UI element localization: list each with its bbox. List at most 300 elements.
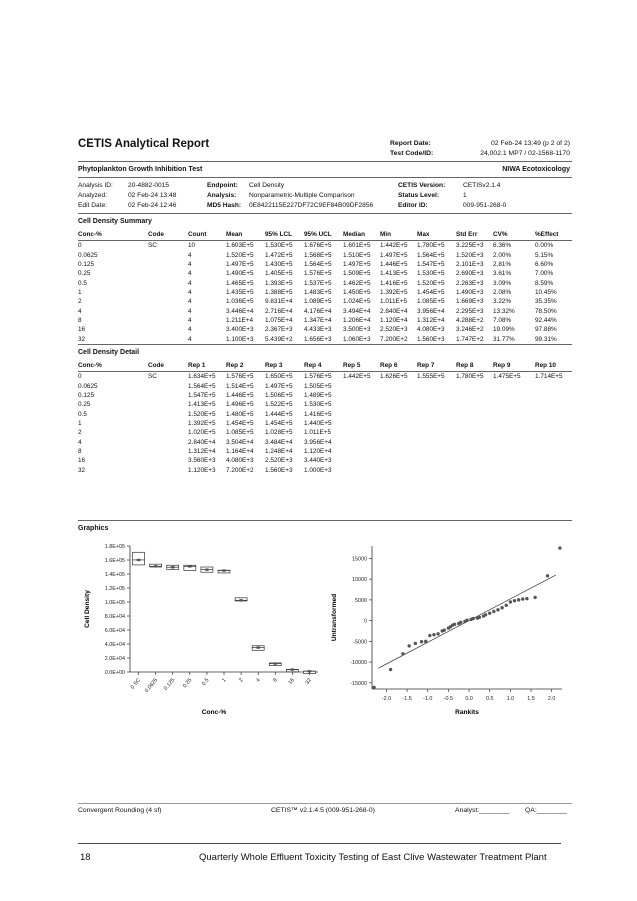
summary-cell bbox=[148, 334, 188, 343]
editor-id: 009-951-268-0 bbox=[463, 202, 507, 209]
summary-cell bbox=[148, 288, 188, 297]
summary-cell: 1.530E+5 bbox=[417, 270, 445, 278]
x-axis-label: Rankits bbox=[455, 709, 479, 716]
summary-header-cell: Conc-% bbox=[78, 229, 148, 241]
detail-cell bbox=[343, 409, 380, 418]
detail-cell bbox=[380, 409, 417, 418]
detail-cell bbox=[493, 391, 535, 400]
summary-cell: 1.560E+3 bbox=[417, 335, 445, 343]
data-point bbox=[478, 616, 481, 619]
detail-cell: 7.200E+2 bbox=[226, 466, 254, 474]
detail-header-cell: Rep 4 bbox=[304, 360, 343, 372]
summary-cell: 1.747E+2 bbox=[456, 335, 484, 343]
summary-cell: 3.446E+4 bbox=[226, 307, 254, 315]
summary-cell: 4 bbox=[188, 298, 192, 306]
x-axis-label: Conc-% bbox=[201, 709, 227, 716]
summary-cell: 99.31% bbox=[535, 335, 557, 343]
detail-cell bbox=[343, 400, 380, 409]
summary-header-cell: 95% LCL bbox=[265, 229, 304, 241]
summary-cell: 1.347E+4 bbox=[304, 316, 332, 324]
summary-header-cell: 95% UCL bbox=[304, 229, 343, 241]
divider bbox=[78, 213, 572, 214]
summary-cell: 1.576E+5 bbox=[304, 270, 332, 278]
detail-cell bbox=[456, 409, 493, 418]
y-axis-label: Untransformed bbox=[331, 593, 338, 642]
qa-signature: QA:________ bbox=[525, 807, 567, 814]
summary-cell: 1.472E+5 bbox=[265, 251, 293, 259]
detail-cell: 2.520E+3 bbox=[265, 457, 293, 465]
detail-cell bbox=[417, 456, 456, 465]
detail-cell: 1.514E+5 bbox=[226, 382, 254, 390]
detail-cell: 1.576E+5 bbox=[304, 373, 332, 381]
summary-cell bbox=[148, 250, 188, 259]
data-point bbox=[558, 546, 561, 549]
mean-point bbox=[239, 599, 243, 602]
data-point bbox=[407, 644, 410, 647]
summary-cell: 97.88% bbox=[535, 326, 557, 334]
x-tick-label: -1.0 bbox=[423, 696, 433, 702]
summary-header-cell: Median bbox=[343, 229, 380, 241]
data-point bbox=[424, 640, 427, 643]
data-point bbox=[459, 621, 462, 624]
summary-cell: 1.430E+5 bbox=[265, 260, 293, 268]
detail-cell bbox=[148, 409, 188, 418]
detail-cell: 1.454E+5 bbox=[226, 419, 254, 427]
summary-cell: 1.601E+5 bbox=[343, 242, 371, 250]
detail-header-cell: Rep 7 bbox=[417, 360, 456, 372]
detail-cell: 3.956E+4 bbox=[304, 438, 332, 446]
detail-cell bbox=[493, 400, 535, 409]
detail-header-cell: Rep 10 bbox=[535, 360, 572, 372]
x-tick-label: 0.5 bbox=[485, 696, 494, 702]
detail-table bbox=[78, 360, 572, 475]
summary-cell: 2.840E+4 bbox=[380, 307, 408, 315]
summary-cell: 1.120E+4 bbox=[380, 316, 408, 324]
detail-header-cell: Rep 6 bbox=[380, 360, 417, 372]
table-row bbox=[78, 269, 572, 278]
divider bbox=[78, 344, 572, 345]
summary-cell bbox=[148, 297, 188, 306]
summary-cell: 6.36% bbox=[493, 242, 512, 250]
detail-header-cell: Rep 5 bbox=[343, 360, 380, 372]
table-row bbox=[78, 391, 572, 400]
summary-cell: 8 bbox=[78, 316, 82, 324]
detail-cell: 1 bbox=[78, 419, 82, 427]
detail-cell bbox=[417, 409, 456, 418]
detail-cell: 1.560E+3 bbox=[265, 466, 293, 474]
status-label: Status Level: bbox=[398, 192, 440, 199]
data-point bbox=[372, 686, 375, 689]
summary-cell: 2.690E+3 bbox=[456, 270, 484, 278]
summary-cell: 1.669E+3 bbox=[456, 298, 484, 306]
summary-cell: 4 bbox=[188, 335, 192, 343]
summary-cell: 4 bbox=[188, 326, 192, 334]
table-row bbox=[78, 288, 572, 297]
detail-cell bbox=[148, 456, 188, 465]
edit-date-label: Edit Date: bbox=[78, 202, 107, 209]
divider bbox=[78, 520, 572, 521]
detail-cell: 1.120E+4 bbox=[304, 447, 332, 455]
mean-point bbox=[171, 566, 175, 569]
box bbox=[133, 552, 145, 565]
summary-cell: 2.00% bbox=[493, 251, 512, 259]
summary-cell: 1.483E+5 bbox=[304, 288, 332, 296]
x-tick-label: 2 bbox=[238, 677, 245, 684]
summary-header-cell: %Effect bbox=[535, 229, 572, 241]
detail-cell: 1.530E+5 bbox=[304, 401, 332, 409]
data-point bbox=[505, 604, 508, 607]
detail-cell bbox=[535, 391, 572, 400]
detail-cell: 1.454E+5 bbox=[265, 419, 293, 427]
summary-cell: 1.520E+5 bbox=[417, 279, 445, 287]
detail-cell bbox=[417, 419, 456, 428]
y-tick-label: 4.0E+04 bbox=[104, 642, 125, 648]
summary-cell: 1.206E+4 bbox=[343, 316, 371, 324]
detail-cell: 1.480E+5 bbox=[226, 410, 254, 418]
detail-cell: 1.312E+4 bbox=[188, 447, 216, 455]
data-point bbox=[453, 623, 456, 626]
summary-cell: 1.454E+5 bbox=[417, 288, 445, 296]
y-tick-label: 10000 bbox=[352, 577, 367, 584]
data-point bbox=[414, 642, 417, 645]
summary-cell: 35.35% bbox=[535, 298, 557, 306]
summary-cell: 4.433E+3 bbox=[304, 326, 332, 334]
summary-cell: 1.442E+5 bbox=[380, 242, 408, 250]
mean-point bbox=[222, 569, 226, 572]
table-row bbox=[78, 381, 572, 390]
y-axis-label: Cell Density bbox=[84, 590, 91, 628]
data-point bbox=[525, 597, 528, 600]
x-tick-label: 4 bbox=[255, 677, 262, 684]
summary-cell: 13.32% bbox=[493, 307, 515, 315]
detail-cell bbox=[417, 437, 456, 446]
rounding-note: Convergent Rounding (4 sf) bbox=[78, 807, 162, 814]
y-tick-label: 1.4E+05 bbox=[104, 572, 125, 578]
table-row bbox=[78, 325, 572, 334]
detail-cell bbox=[456, 428, 493, 437]
summary-cell: 1.413E+5 bbox=[380, 270, 408, 278]
summary-header-cell: Min bbox=[380, 229, 417, 241]
x-tick-label: 16 bbox=[287, 677, 296, 686]
endpoint-label: Endpoint: bbox=[207, 182, 238, 189]
detail-cell bbox=[493, 465, 535, 474]
y-tick-label: 0 bbox=[364, 618, 367, 625]
summary-cell: 1.676E+5 bbox=[304, 242, 332, 250]
detail-cell: 1.714E+5 bbox=[535, 373, 563, 381]
summary-cell: 1.089E+5 bbox=[304, 298, 332, 306]
detail-cell: 1.164E+4 bbox=[226, 447, 254, 455]
x-tick-label: 32 bbox=[304, 677, 313, 686]
x-tick-label: 0.125 bbox=[162, 677, 177, 692]
summary-cell: 3.09% bbox=[493, 279, 512, 287]
summary-header-cell: CV% bbox=[493, 229, 535, 241]
summary-table bbox=[78, 229, 572, 344]
summary-cell: 10.45% bbox=[535, 288, 557, 296]
detail-cell: 1.634E+5 bbox=[188, 373, 216, 381]
detail-cell bbox=[535, 428, 572, 437]
detail-header-cell: Rep 9 bbox=[493, 360, 535, 372]
md5-hash: 0E8422115E227DF72C9EF84B09DF2856 bbox=[249, 202, 374, 209]
table-row bbox=[78, 447, 572, 456]
summary-cell: 4 bbox=[188, 279, 192, 287]
test-name: Phytoplankton Growth Inhibition Test bbox=[78, 166, 203, 173]
detail-cell bbox=[148, 381, 188, 390]
detail-header-cell: Rep 3 bbox=[265, 360, 304, 372]
detail-cell: 0.0625 bbox=[78, 382, 98, 390]
summary-cell: 3.400E+3 bbox=[226, 326, 254, 334]
detail-cell: 1.020E+5 bbox=[188, 429, 216, 437]
detail-cell: 4 bbox=[78, 438, 82, 446]
summary-cell: 1.036E+5 bbox=[226, 298, 254, 306]
table-row bbox=[78, 316, 572, 325]
detail-header-cell: Code bbox=[148, 360, 188, 372]
summary-cell: 7.08% bbox=[493, 316, 512, 324]
y-tick-label: 15000 bbox=[352, 556, 367, 563]
detail-cell bbox=[148, 419, 188, 428]
summary-cell: 2.520E+3 bbox=[380, 326, 408, 334]
summary-cell: 7.00% bbox=[535, 270, 554, 278]
x-tick-label: 0.0625 bbox=[143, 677, 160, 694]
detail-cell: 1.413E+5 bbox=[188, 401, 216, 409]
summary-cell: 1.465E+5 bbox=[226, 279, 254, 287]
summary-cell: 3.225E+3 bbox=[456, 242, 484, 250]
detail-cell: 1.506E+5 bbox=[265, 391, 293, 399]
detail-header-cell: Conc-% bbox=[78, 360, 148, 372]
summary-cell: 1.547E+5 bbox=[417, 260, 445, 268]
detail-header-cell: Rep 1 bbox=[188, 360, 226, 372]
detail-cell bbox=[535, 400, 572, 409]
page-number: 18 bbox=[80, 852, 91, 863]
summary-cell: 1.011E+5 bbox=[380, 298, 408, 306]
data-point bbox=[546, 574, 549, 577]
x-tick-label: 0.25 bbox=[182, 677, 194, 690]
detail-cell: SC bbox=[148, 373, 157, 381]
data-point bbox=[513, 599, 516, 602]
summary-cell: 1.510E+5 bbox=[343, 251, 371, 259]
x-tick-label: 0 SC bbox=[129, 677, 143, 691]
detail-cell bbox=[343, 428, 380, 437]
detail-header-cell: Rep 8 bbox=[456, 360, 493, 372]
summary-header-cell: Code bbox=[148, 229, 188, 241]
detail-cell: 2.840E+4 bbox=[188, 438, 216, 446]
y-tick-label: -15000 bbox=[350, 680, 367, 687]
data-point bbox=[496, 608, 499, 611]
detail-cell bbox=[456, 419, 493, 428]
detail-cell bbox=[535, 381, 572, 390]
x-tick-label: -1.5 bbox=[402, 696, 412, 702]
md5-label: MD5 Hash: bbox=[207, 202, 242, 209]
detail-cell bbox=[493, 456, 535, 465]
table-row bbox=[78, 437, 572, 446]
summary-cell: 4 bbox=[188, 316, 192, 324]
detail-cell bbox=[343, 465, 380, 474]
divider bbox=[78, 803, 572, 804]
summary-cell: 5.439E+2 bbox=[265, 335, 293, 343]
detail-cell bbox=[380, 391, 417, 400]
summary-cell: 1.393E+5 bbox=[265, 279, 293, 287]
detail-cell bbox=[535, 409, 572, 418]
data-point bbox=[517, 598, 520, 601]
summary-cell: 1.388E+5 bbox=[265, 288, 293, 296]
detail-cell bbox=[343, 391, 380, 400]
summary-cell: 1 bbox=[78, 288, 82, 296]
detail-cell bbox=[343, 381, 380, 390]
summary-cell: 1.780E+5 bbox=[417, 242, 445, 250]
summary-cell: 2.263E+3 bbox=[456, 279, 484, 287]
summary-cell: 78.50% bbox=[535, 307, 557, 315]
endpoint: Cell Density bbox=[249, 182, 285, 189]
detail-cell: 1.522E+5 bbox=[265, 401, 293, 409]
summary-cell: 4.288E+2 bbox=[456, 316, 484, 324]
summary-header-cell: Count bbox=[188, 229, 226, 241]
summary-cell: 0.0625 bbox=[78, 251, 98, 259]
detail-cell bbox=[380, 465, 417, 474]
data-point bbox=[484, 613, 487, 616]
detail-cell bbox=[148, 391, 188, 400]
detail-cell bbox=[493, 428, 535, 437]
editor-label: Editor ID: bbox=[398, 202, 428, 209]
detail-cell: 3.440E+3 bbox=[304, 457, 332, 465]
summary-cell: 1.490E+3 bbox=[456, 288, 484, 296]
detail-cell bbox=[380, 456, 417, 465]
detail-cell: 1.497E+5 bbox=[265, 382, 293, 390]
data-point bbox=[443, 628, 446, 631]
detail-cell bbox=[417, 400, 456, 409]
x-tick-label: 0.5 bbox=[201, 677, 211, 688]
report-date-label: Report Date: bbox=[390, 140, 431, 147]
summary-header-cell: Mean bbox=[226, 229, 265, 241]
edit-date: 02 Feb-24 12:46 bbox=[128, 202, 177, 209]
box-plot-chart bbox=[78, 538, 340, 720]
data-point bbox=[436, 632, 439, 635]
x-tick-label: -2.0 bbox=[381, 696, 392, 702]
report-date: 02 Feb-24 13:49 (p 2 of 2) bbox=[491, 140, 570, 147]
summary-cell: 2.295E+3 bbox=[456, 307, 484, 315]
x-tick-label: 1.0 bbox=[506, 696, 515, 702]
detail-cell: 1.440E+5 bbox=[304, 419, 332, 427]
table-row bbox=[78, 465, 572, 474]
data-point bbox=[509, 600, 512, 603]
detail-cell bbox=[343, 447, 380, 456]
summary-cell: 3.22% bbox=[493, 298, 512, 306]
detail-cell bbox=[380, 447, 417, 456]
summary-cell: 32 bbox=[78, 335, 86, 343]
detail-cell: 1.416E+5 bbox=[304, 410, 332, 418]
summary-cell: 1.211E+4 bbox=[226, 316, 254, 324]
detail-cell bbox=[148, 437, 188, 446]
analysis-id-label: Analysis ID: bbox=[78, 182, 113, 189]
summary-cell: 3.494E+4 bbox=[343, 307, 371, 315]
detail-cell bbox=[535, 437, 572, 446]
cetis-version-note: CETIS™ v2.1.4.5 (009-951-268-0) bbox=[271, 807, 375, 814]
summary-cell: 4 bbox=[188, 260, 192, 268]
summary-cell: 2.81% bbox=[493, 260, 512, 268]
detail-title: Cell Density Detail bbox=[78, 349, 140, 356]
summary-cell: 1.435E+5 bbox=[226, 288, 254, 296]
detail-cell bbox=[493, 437, 535, 446]
x-tick-label: -0.5 bbox=[443, 696, 454, 702]
detail-cell bbox=[148, 400, 188, 409]
detail-cell: 1.085E+5 bbox=[226, 429, 254, 437]
y-tick-label: 6.0E+04 bbox=[104, 628, 125, 634]
summary-cell: 1.490E+5 bbox=[226, 270, 254, 278]
summary-title: Cell Density Summary bbox=[78, 218, 152, 225]
data-point bbox=[488, 611, 491, 614]
table-row bbox=[78, 306, 572, 315]
detail-cell: 8 bbox=[78, 447, 82, 455]
summary-cell: 1.530E+5 bbox=[265, 242, 293, 250]
summary-cell: 2.101E+3 bbox=[456, 260, 484, 268]
table-row bbox=[78, 372, 572, 382]
summary-cell bbox=[148, 278, 188, 287]
detail-cell: 1.000E+3 bbox=[304, 466, 332, 474]
summary-cell: 1.462E+5 bbox=[343, 279, 371, 287]
divider bbox=[78, 177, 572, 178]
detail-cell bbox=[456, 381, 493, 390]
summary-cell: 2 bbox=[78, 298, 82, 306]
summary-cell: 1.603E+5 bbox=[226, 242, 254, 250]
table-row bbox=[78, 419, 572, 428]
data-point bbox=[432, 633, 435, 636]
summary-cell: 4.176E+4 bbox=[304, 307, 332, 315]
detail-cell: 16 bbox=[78, 457, 86, 465]
detail-cell bbox=[148, 465, 188, 474]
y-tick-label: 2.0E+04 bbox=[104, 656, 125, 662]
x-tick-label: 8 bbox=[272, 677, 279, 684]
x-tick-label: 2.0 bbox=[547, 696, 556, 702]
summary-cell: 0 bbox=[78, 242, 82, 250]
summary-cell: 1.497E+5 bbox=[343, 260, 371, 268]
detail-cell: 1.626E+5 bbox=[380, 373, 408, 381]
summary-cell: 1.060E+3 bbox=[343, 335, 371, 343]
detail-cell: 0.125 bbox=[78, 391, 94, 399]
detail-cell: 1.505E+5 bbox=[304, 382, 332, 390]
detail-cell bbox=[417, 447, 456, 456]
table-row bbox=[78, 334, 572, 343]
summary-cell: 1.392E+5 bbox=[380, 288, 408, 296]
summary-cell: 1.085E+5 bbox=[417, 298, 445, 306]
detail-cell bbox=[343, 419, 380, 428]
report-title: CETIS Analytical Report bbox=[78, 138, 210, 150]
detail-cell: 3.560E+3 bbox=[188, 457, 216, 465]
table-row bbox=[78, 297, 572, 306]
summary-cell: 3.61% bbox=[493, 270, 512, 278]
detail-cell: 4.080E+3 bbox=[226, 457, 254, 465]
summary-cell: 1.520E+3 bbox=[456, 251, 484, 259]
summary-cell: 0.00% bbox=[535, 242, 554, 250]
summary-cell: 1.656E+3 bbox=[304, 335, 332, 343]
detail-cell bbox=[493, 381, 535, 390]
detail-cell bbox=[456, 437, 493, 446]
detail-cell: 1.446E+5 bbox=[226, 391, 254, 399]
summary-cell: 4 bbox=[188, 251, 192, 259]
lab-name: NIWA Ecotoxicology bbox=[502, 166, 570, 173]
detail-cell: 3.484E+4 bbox=[265, 438, 293, 446]
status: 1 bbox=[463, 192, 467, 199]
summary-cell bbox=[148, 316, 188, 325]
summary-cell: 9.831E+4 bbox=[265, 298, 293, 306]
mean-point bbox=[188, 565, 192, 568]
mean-point bbox=[153, 565, 157, 568]
summary-cell: 1.497E+5 bbox=[380, 251, 408, 259]
table-row bbox=[78, 260, 572, 269]
detail-cell bbox=[456, 391, 493, 400]
detail-cell: 1.650E+5 bbox=[265, 373, 293, 381]
detail-cell: 1.248E+4 bbox=[265, 447, 293, 455]
detail-cell: 1.496E+5 bbox=[226, 401, 254, 409]
data-point bbox=[465, 618, 468, 621]
analyzed-date: 02 Feb-24 13:48 bbox=[128, 192, 177, 199]
